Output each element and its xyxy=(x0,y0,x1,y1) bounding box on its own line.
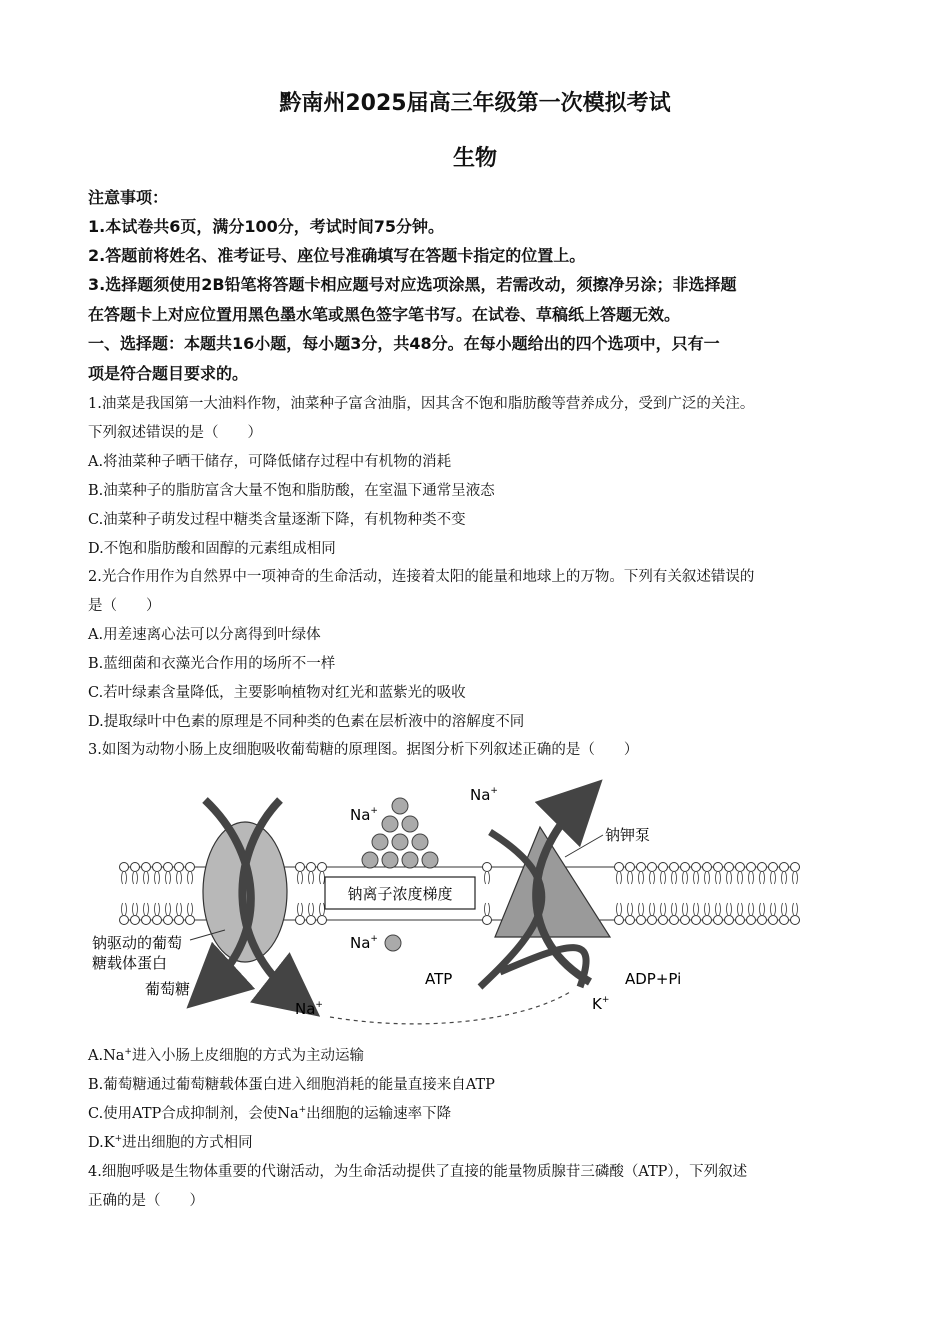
adp-label: ADP+Pi xyxy=(625,970,682,988)
option-text: C.油菜种子萌发过程中糖类含量逐渐下降，有机物种类不变 xyxy=(88,512,466,528)
cell-transport-diagram xyxy=(92,772,820,1032)
option-text: A.用差速离心法可以分离得到叶绿体 xyxy=(88,627,321,643)
section-heading: 一、选择题：本题共16小题，每小题3分，共48分。在每小题给出的四个选项中，只有一 xyxy=(88,334,720,353)
option-text: A.Na+进入小肠上皮细胞的方式为主动运输 xyxy=(88,1047,364,1064)
question-stem: 2.光合作用作为自然界中一项神奇的生命活动，连接着太阳的能量和地球上的万物。下列有关叙述错误的 xyxy=(88,569,755,585)
option-text: D.提取绿叶中色素的原理是不同种类的色素在层析液中的溶解度不同 xyxy=(88,714,525,730)
option-text: C.使用ATP合成抑制剂，会使Na+出细胞的运输速率下降 xyxy=(88,1105,452,1122)
sodium-pump-label: 钠钾泵 xyxy=(605,826,651,844)
sodium-ions xyxy=(362,798,438,951)
question-stem: 4.细胞呼吸是生物体重要的代谢活动，为生命活动提供了直接的能量物质腺苷三磷酸（ATP），下列叙述 xyxy=(88,1164,748,1180)
section-heading: 项是符合题目要求的。 xyxy=(88,364,249,383)
pump-pointer-line xyxy=(565,835,603,857)
exam-title: 黔南州2025届高三年级第一次模拟考试 xyxy=(279,91,671,116)
glucose-label: 葡萄糖 xyxy=(145,980,191,998)
option-text: B.油菜种子的脂肪富含大量不饱和脂肪酸，在室温下通常呈液态 xyxy=(88,483,495,499)
notice-item: 3.选择题须使用2B铅笔将答题卡相应题号对应选项涂黑，若需改动，须擦净另涂；非选择题 xyxy=(88,275,737,294)
cycle-dashed-line xyxy=(330,992,570,1024)
subject-title: 生物 xyxy=(452,146,497,171)
option-text: B.蓝细菌和衣藻光合作用的场所不一样 xyxy=(88,656,336,672)
na-label-top: Na+ xyxy=(350,806,378,824)
notice-item: 在答题卡上对应位置用黑色墨水笔或黑色签字笔书写。在试卷、草稿纸上答题无效。 xyxy=(88,305,681,324)
notice-item: 1.本试卷共6页，满分100分，考试时间75分钟。 xyxy=(88,217,445,236)
notice-heading: 注意事项： xyxy=(88,188,169,207)
option-text: D.K+进出细胞的方式相同 xyxy=(88,1134,253,1151)
question-stem: 下列叙述错误的是（ ） xyxy=(88,425,262,441)
carrier-label: 糖载体蛋白 xyxy=(92,954,168,972)
option-text: D.不饱和脂肪酸和固醇的元素组成相同 xyxy=(88,541,336,557)
question-stem: 3.如图为动物小肠上皮细胞吸收葡萄糖的原理图。据图分析下列叙述正确的是（ ） xyxy=(88,742,639,758)
question-stem: 1.油菜是我国第一大油料作物，油菜种子富含油脂，因其含不饱和脂肪酸等营养成分，受到广泛的关注。 xyxy=(88,396,755,412)
na-label-mid: Na+ xyxy=(350,934,378,952)
na-label-top-right: Na+ xyxy=(470,786,498,804)
na-label-bottom: Na+ xyxy=(295,1000,323,1018)
gradient-label: 钠离子浓度梯度 xyxy=(347,885,453,903)
atp-label: ATP xyxy=(425,970,453,988)
question-stem: 正确的是（ ） xyxy=(88,1193,204,1209)
carrier-label: 钠驱动的葡萄 xyxy=(92,934,183,952)
option-text: C.若叶绿素含量降低，主要影响植物对红光和蓝紫光的吸收 xyxy=(88,685,466,701)
option-text: B.葡萄糖通过葡萄糖载体蛋白进入细胞消耗的能量直接来自ATP xyxy=(88,1077,495,1093)
k-label: K+ xyxy=(592,995,610,1013)
option-text: A.将油菜种子晒干储存，可降低储存过程中有机物的消耗 xyxy=(88,454,452,470)
question-stem: 是（ ） xyxy=(88,598,161,614)
notice-item: 2.答题前将姓名、准考证号、座位号准确填写在答题卡指定的位置上。 xyxy=(88,246,586,265)
